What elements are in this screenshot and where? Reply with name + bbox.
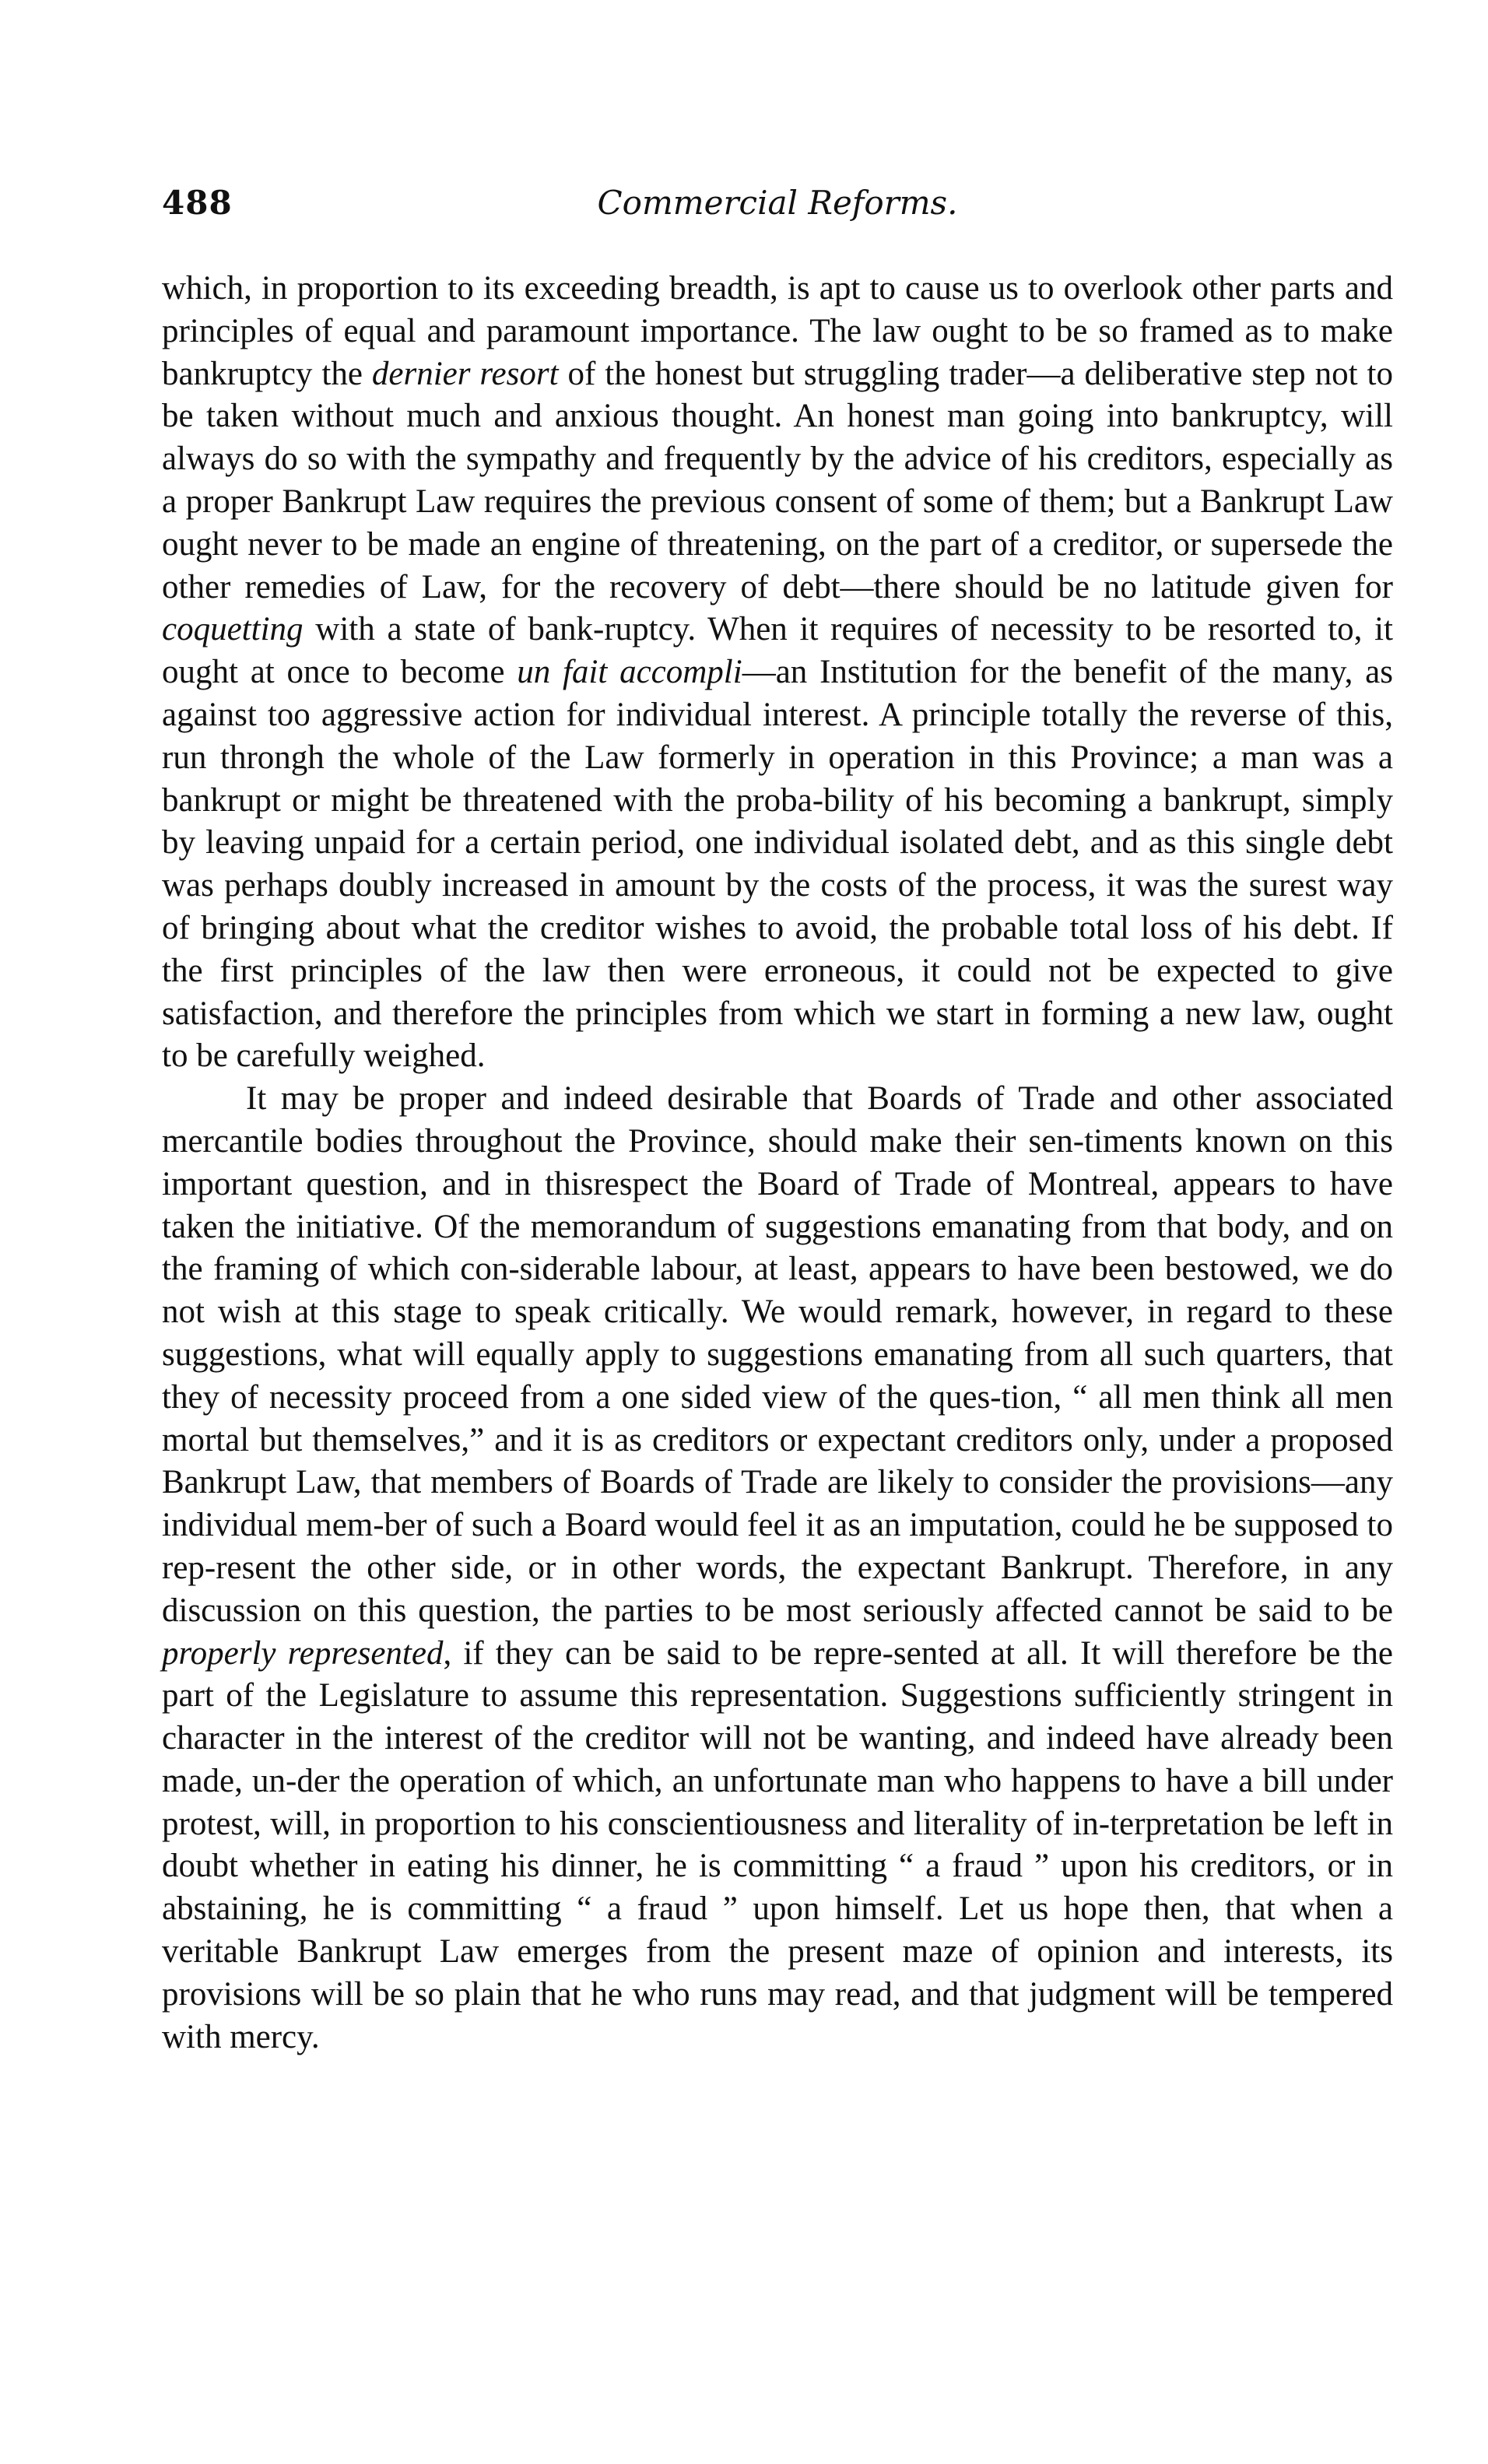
text-run: , if they can be said to be repre-sented at all. It will therefore be the part of the Legislature to assume this representation. Suggestions sufficiently stringent in character in the interest of the creditor will not be wanting, and indeed have already been made, un-der the operation of which, an unfortunate man who happens to have a bill under protest, will, in proportion to his conscientiousness and literality of in-terpretation be left in doubt whether in eating his dinner, he is committing “ a fraud ” upon his creditors, or in abstaining, he is committing “ a fraud ” upon himself. Let us hope then, that when a veritable Bankrupt Law emerges from the present maze of opinion and interests, its provisions will be so plain that he who runs may read, and that judgment will be tempered with mercy. [162, 1634, 1393, 2055]
text-run: —an Institution for the benefit of the many, as against too aggressive action for individual interest. A principle totally the reverse of this, run throngh the whole of the Law formerly in operation in this Province; a man was a bankrupt or might be threatened with the proba-bility of his becoming a bankrupt, simply by leaving unpaid for a certain period, one individual isolated debt, and as this single debt was perhaps doubly increased in amount by the costs of the process, it was the surest way of bringing about what the creditor wishes to avoid, the probable total loss of his debt. If the first principles of the law then were erroneous, it could not be expected to give satisfaction, and therefore the principles from which we start in forming a new law, ought to be carefully weighed. [162, 654, 1393, 1075]
book-page [162, 184, 1393, 2059]
text-run: of the honest but struggling trader—a deliberative step not to be taken without much and anxious thought. An honest man going into bankruptcy, will always do so with the sympathy and frequently by the advice of his creditors, especially as a proper Bankrupt Law requires the previous consent of some of them; but a Bankrupt Law ought never to be made an engine of threatening, on the part of a creditor, or supersede the other remedies of Law, for the recovery of debt—there should be no latitude given for [162, 355, 1393, 605]
paragraph-2 [162, 1078, 1393, 2059]
running-head [162, 184, 1393, 230]
italic-phrase: dernier resort [371, 355, 559, 392]
page-number: 488 [162, 184, 233, 222]
text-run: with a state of bank-ruptcy. When it requires of necessity to be resorted to, it ought at once to become [162, 611, 1393, 691]
text-run: It may be proper and indeed desirable that Boards of Trade and other associated mercantile bodies throughout the Province, should make their sen-timents known on this important question, and in thisrespect the Board of Trade of Montreal, appears to have taken the initiative. Of the memorandum of suggestions emanating from that body, and on the framing of which con-siderable labour, at least, appears to have been bestowed, we do not wish at this stage to speak critically. We would remark, however, in regard to these suggestions, what will equally apply to suggestions emanating from all such quarters, that they of necessity proceed from a one sided view of the ques-tion, “ all men think all men mortal but themselves,” and it is as creditors or expectant creditors only, under a proposed Bankrupt Law, that members of Boards of Trade are likely to consider the provisions—any individual mem-ber of such a Board would feel it as an imputation, could he be supposed to rep-resent the other side, or in other words, the expectant Bankrupt. Therefore, in any discussion on this question, the parties to be most seriously affected cannot be said to be [162, 1080, 1393, 1629]
running-title: Commercial Reforms. [597, 184, 958, 222]
italic-phrase: properly represented [162, 1634, 444, 1672]
italic-phrase: coquetting [162, 611, 304, 648]
italic-phrase: un fait accompli [517, 654, 742, 691]
text-run: which, in proportion to its exceeding breadth, is apt to cause us to overlook other parts and principles of equal and paramount importance. The law ought to be so framed as to make bankruptcy the [162, 270, 1393, 392]
paragraph-1 [162, 268, 1393, 1078]
